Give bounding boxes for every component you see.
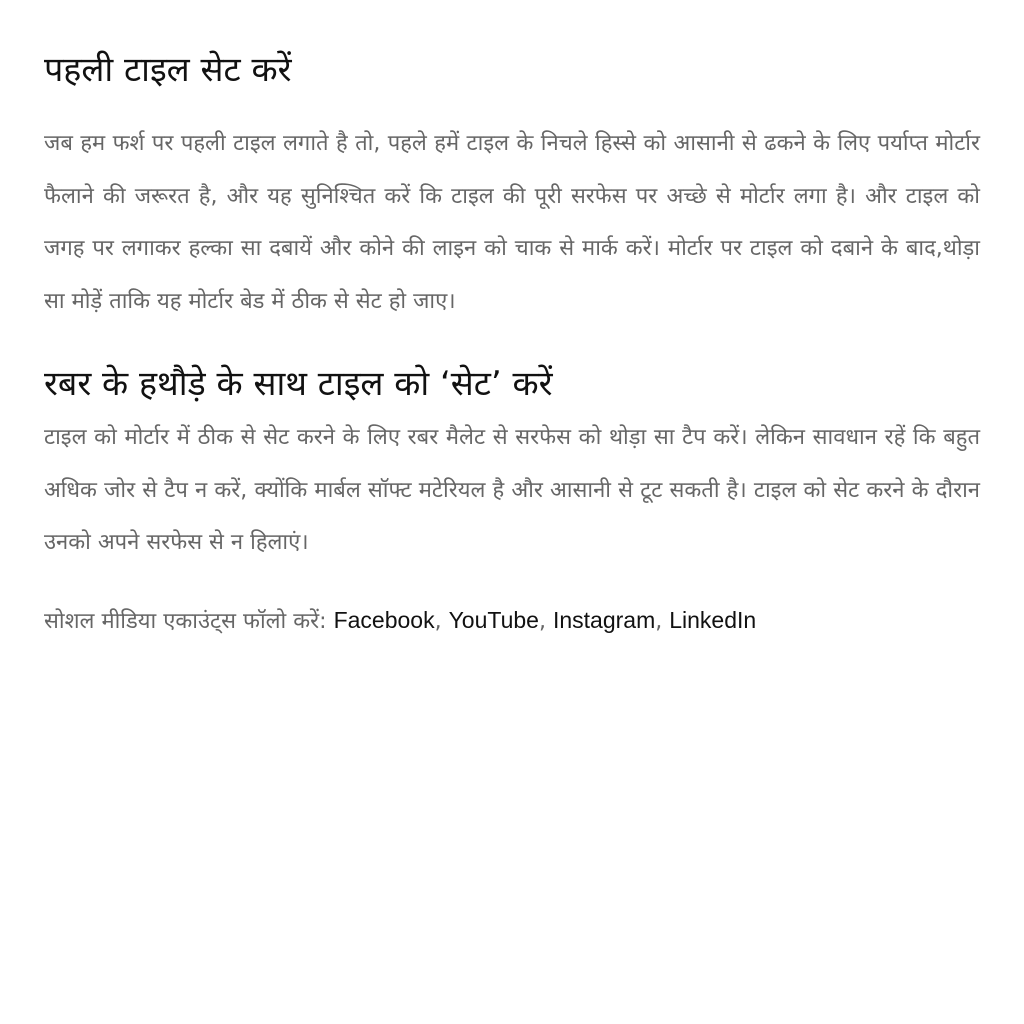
link-separator: , xyxy=(538,608,546,634)
facebook-link[interactable]: Facebook xyxy=(333,606,435,633)
social-label: सोशल मीडिया एकाउंट्स फॉलो करें: xyxy=(44,608,327,634)
social-follow-line xyxy=(44,602,980,640)
linkedin-link[interactable]: LinkedIn xyxy=(669,606,757,633)
section-heading-first-tile: पहली टाइल सेट करें xyxy=(44,50,292,90)
section-body-rubber-mallet: टाइल को मोर्टार में ठीक से सेट करने के लिए रबर मैलेट से सरफेस को थोड़ा सा टैप करें। लेकिन सावधान रहें कि बहुत अधिक जोर से टैप न करें, क्योंकि मार्बल सॉफ्ट मटेरियल है और आसानी से टूट सकती है। टाइल को सेट करने के दौरान उनको अपने सरफेस से न हिलाएं। xyxy=(44,425,980,555)
link-separator: , xyxy=(434,608,442,634)
link-separator: , xyxy=(655,608,663,634)
youtube-link[interactable]: YouTube xyxy=(448,606,539,633)
section-body-first-tile: जब हम फर्श पर पहली टाइल लगाते है तो, पहले हमें टाइल के निचले हिस्से को आसानी से ढकने के लिए पर्याप्त मोर्टार फैलाने की जरूरत है, और यह सुनिश्चित करें कि टाइल की पूरी सरफेस पर अच्छे से मोर्टार लगा है। और टाइल को जगह पर लगाकर हल्का सा दबायें और कोने की लाइन को चाक से मार्क करें। मोर्टार पर टाइल को दबाने के बाद,थोड़ा सा मोड़ें ताकि यह मोर्टार बेड में ठीक से सेट हो जाए। xyxy=(44,131,980,314)
instagram-link[interactable]: Instagram xyxy=(552,606,656,633)
section-heading-rubber-mallet: रबर के हथौड़े के साथ टाइल को ‘सेट’ करें xyxy=(44,364,553,404)
